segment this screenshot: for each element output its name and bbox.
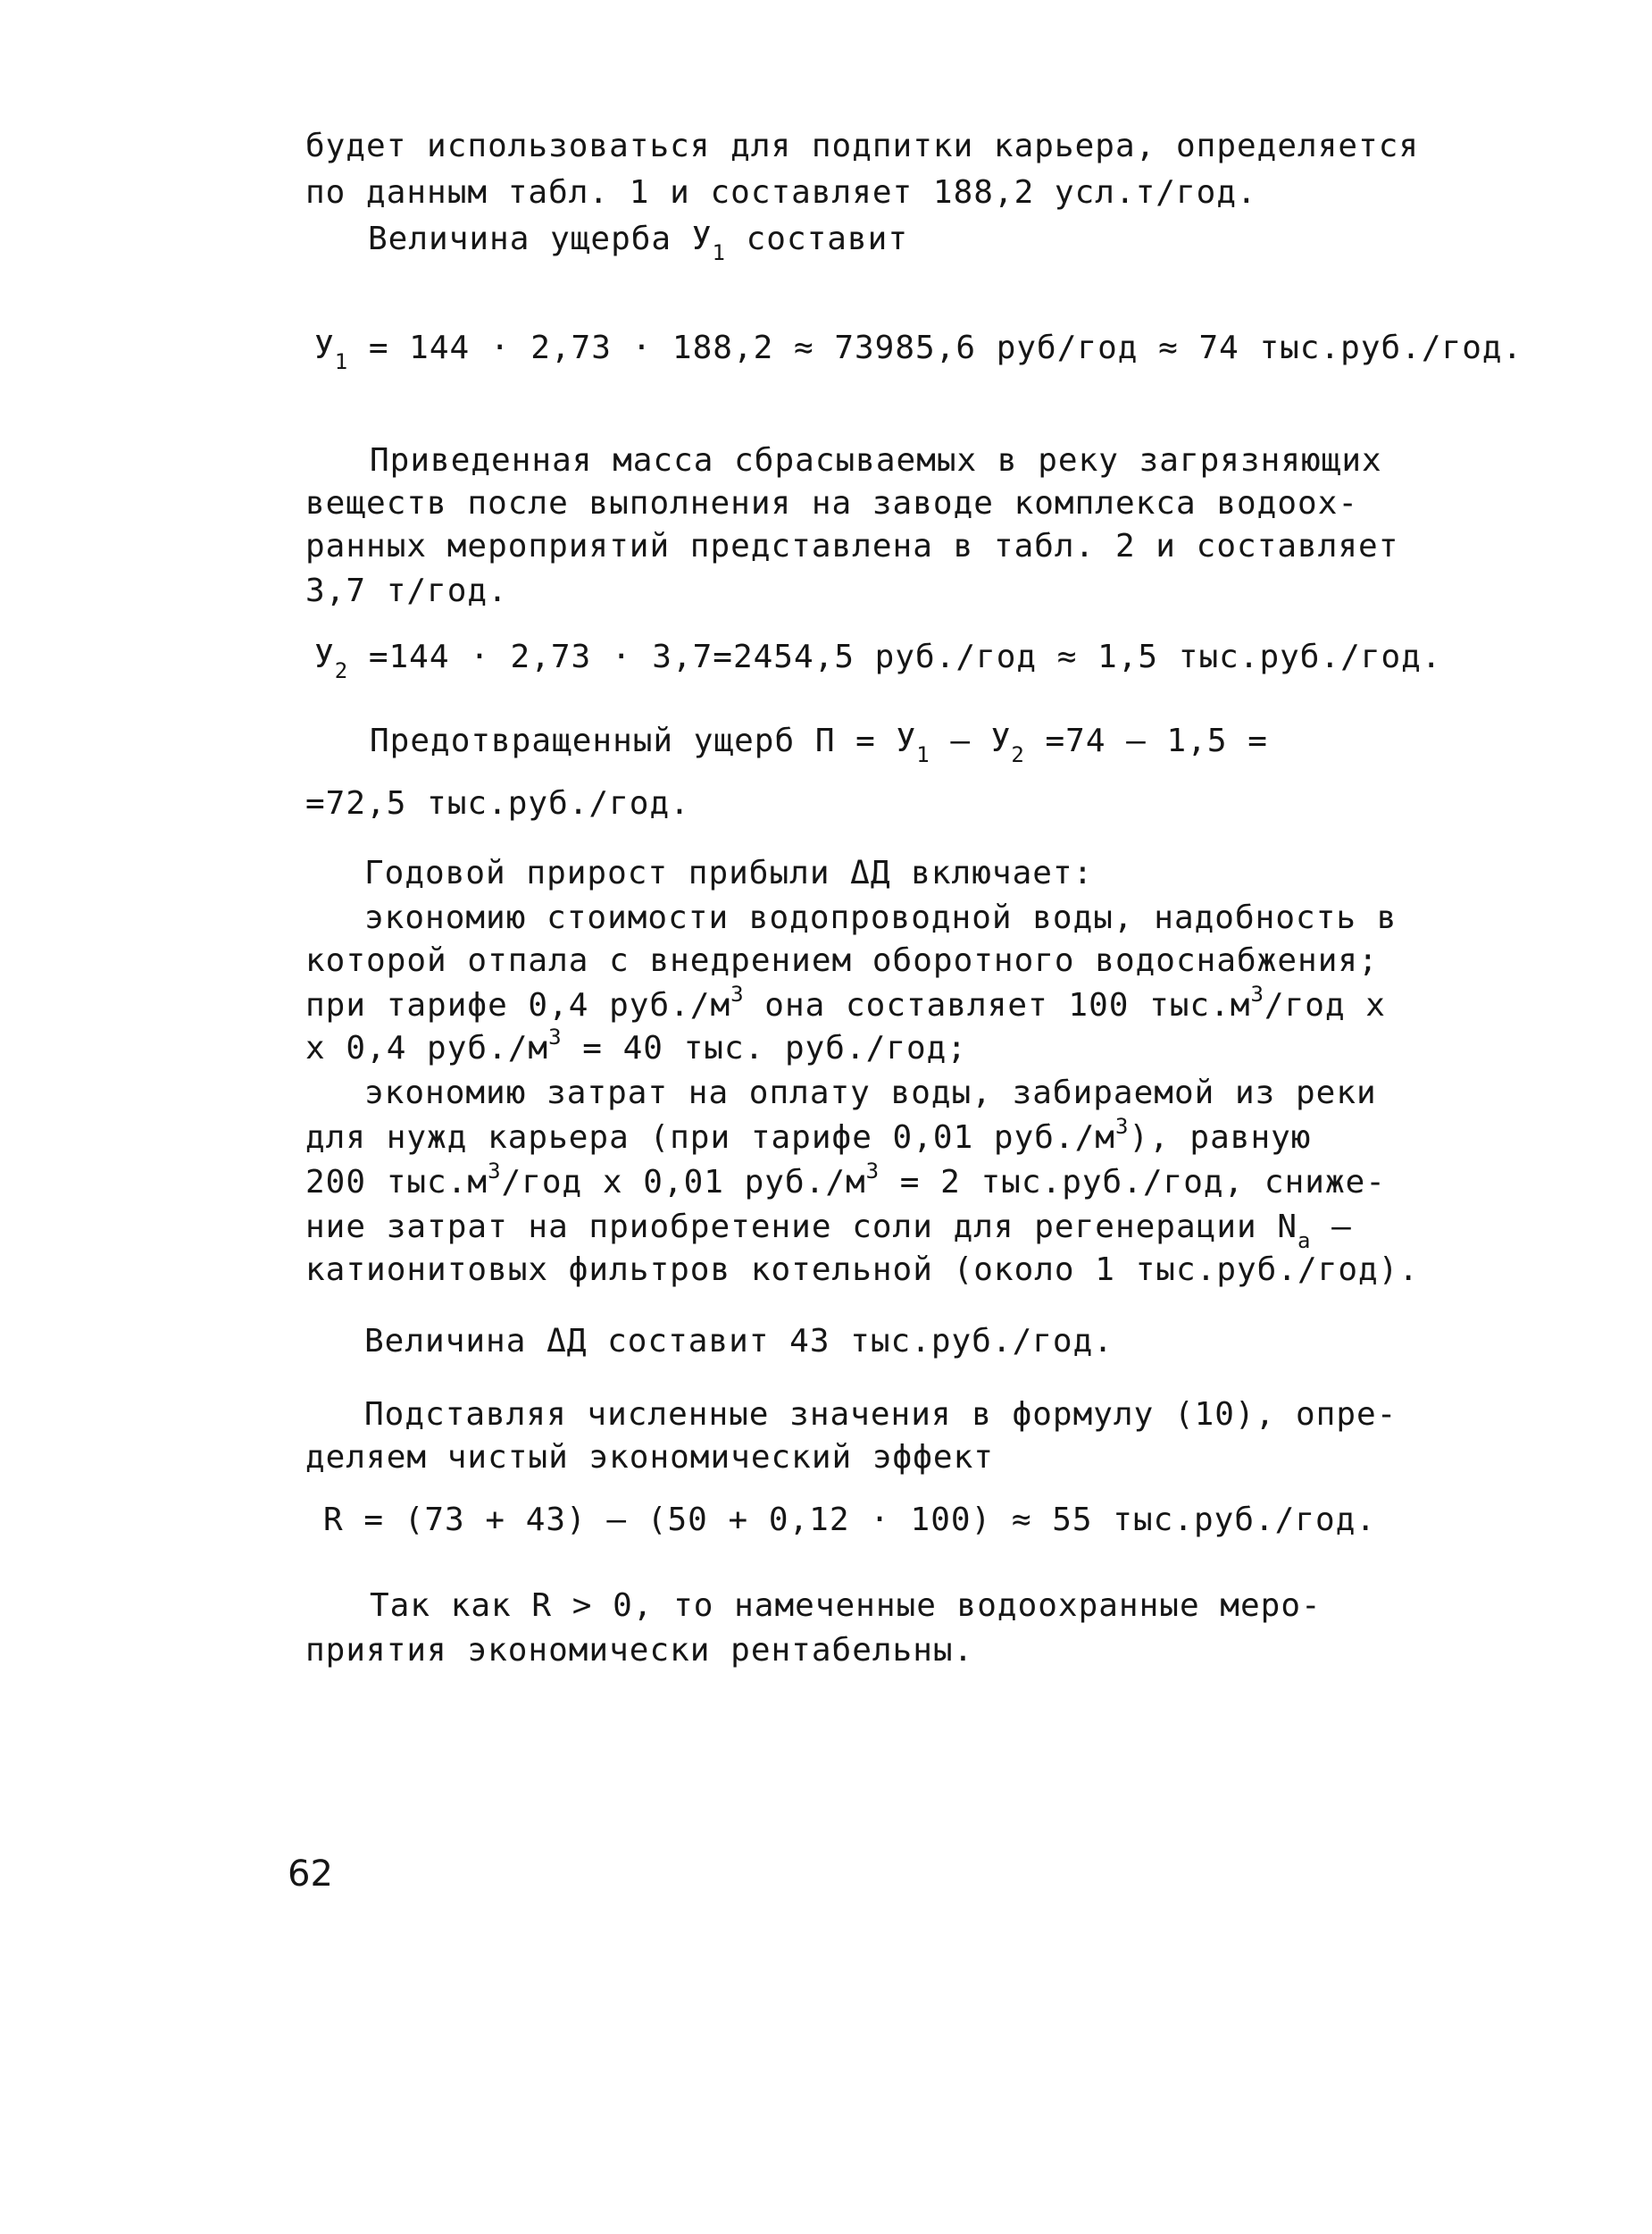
text-line: деляем чистый экономический эффект (305, 1439, 994, 1476)
subscript: 1 (712, 240, 726, 265)
text-line: 3,7 т/год. (305, 573, 508, 609)
text-segment: = 144 · 2,73 · 188,2 ≈ 73985,6 руб/год ≈ 74 тыс.руб./год. (348, 330, 1523, 366)
text-segment: она составляет 100 тыс.м (744, 987, 1251, 1024)
text-segment: /год х 0,01 руб./м (501, 1164, 866, 1201)
text-line: ранных мероприятий представлена в табл. 2 и составляет (305, 528, 1399, 565)
text-segment: ние затрат на приобретение соли для регенерации N (305, 1209, 1298, 1245)
superscript: 3 (488, 1159, 502, 1184)
text-line: Подставляя численные значения в формулу (10), опре- (364, 1396, 1398, 1433)
text-segment: =74 – 1,5 = (1024, 723, 1268, 759)
text-segment: = 2 тыс.руб./год, сниже- (880, 1164, 1386, 1201)
text-line: по данным табл. 1 и составляет 188,2 усл.т/год. (305, 174, 1257, 211)
formula-net-effect: R = (73 + 43) – (50 + 0,12 · 100) ≈ 55 тыс.руб./год. (323, 1502, 1377, 1538)
text-line: Величина ΔД составит 43 тыс.руб./год. (364, 1323, 1114, 1360)
text-line: приятия экономически рентабельны. (305, 1632, 974, 1669)
text-line: =72,5 тыс.руб./год. (305, 785, 690, 822)
text-segment: для нужд карьера (при тарифе 0,01 руб./м (305, 1119, 1115, 1156)
text-segment: Предотвращенный ущерб П = У (370, 723, 917, 759)
text-segment: У (314, 330, 335, 366)
text-segment: = 40 тыс. руб./год; (562, 1030, 968, 1067)
text-line (368, 220, 908, 265)
text-line (305, 1025, 968, 1071)
formula-prevented-damage (370, 722, 1268, 767)
text-segment: ), равную (1129, 1119, 1312, 1156)
superscript: 3 (730, 982, 745, 1007)
text-line (305, 982, 1386, 1028)
text-segment: составит (725, 221, 908, 257)
subscript: 2 (334, 658, 349, 683)
text-segment: Величина ущерба У (368, 221, 713, 257)
subscript: 2 (1011, 742, 1025, 767)
text-line: Приведенная масса сбрасываемых в реку загрязняющих (370, 442, 1382, 479)
superscript: 3 (865, 1159, 880, 1184)
text-line: Годовой прирост прибыли ΔД включает: (364, 855, 1094, 891)
text-segment: =144 · 2,73 · 3,7=2454,5 руб./год ≈ 1,5 тыс.руб./год. (348, 639, 1442, 675)
subscript: 1 (334, 349, 349, 374)
superscript: 3 (1114, 1114, 1130, 1139)
text-line: экономию стоимости водопроводной воды, надобность в (364, 899, 1398, 936)
text-line (305, 1159, 1386, 1205)
text-line: веществ после выполнения на заводе комплекса водоох- (305, 485, 1359, 522)
text-segment: х 0,4 руб./м (305, 1030, 549, 1067)
text-segment: 200 тыс.м (305, 1164, 488, 1201)
superscript: 3 (1250, 982, 1264, 1007)
text-line (305, 1114, 1312, 1160)
superscript: 3 (548, 1025, 563, 1050)
subscript: 1 (916, 742, 930, 767)
text-segment: У (314, 639, 335, 675)
text-line: будет использоваться для подпитки карьера, определяется (305, 128, 1420, 164)
text-segment: при тарифе 0,4 руб./м (305, 987, 731, 1024)
text-line: которой отпала с внедрением оборотного водоснабжения; (305, 942, 1379, 979)
text-segment: – У (930, 723, 1012, 759)
formula-damage-1 (314, 329, 1523, 374)
formula-damage-2 (314, 638, 1442, 683)
text-line: экономию затрат на оплату воды, забираемой из реки (364, 1075, 1377, 1111)
text-line: катионитовых фильтров котельной (около 1 тыс.руб./год). (305, 1251, 1420, 1288)
page-number: 62 (288, 1853, 333, 1895)
text-segment: /год х (1264, 987, 1386, 1024)
subscript: a (1297, 1228, 1312, 1253)
text-line: Так как R > 0, то намеченные водоохранные меро- (370, 1587, 1322, 1624)
text-segment: – (1311, 1209, 1352, 1245)
text-line (305, 1208, 1352, 1253)
